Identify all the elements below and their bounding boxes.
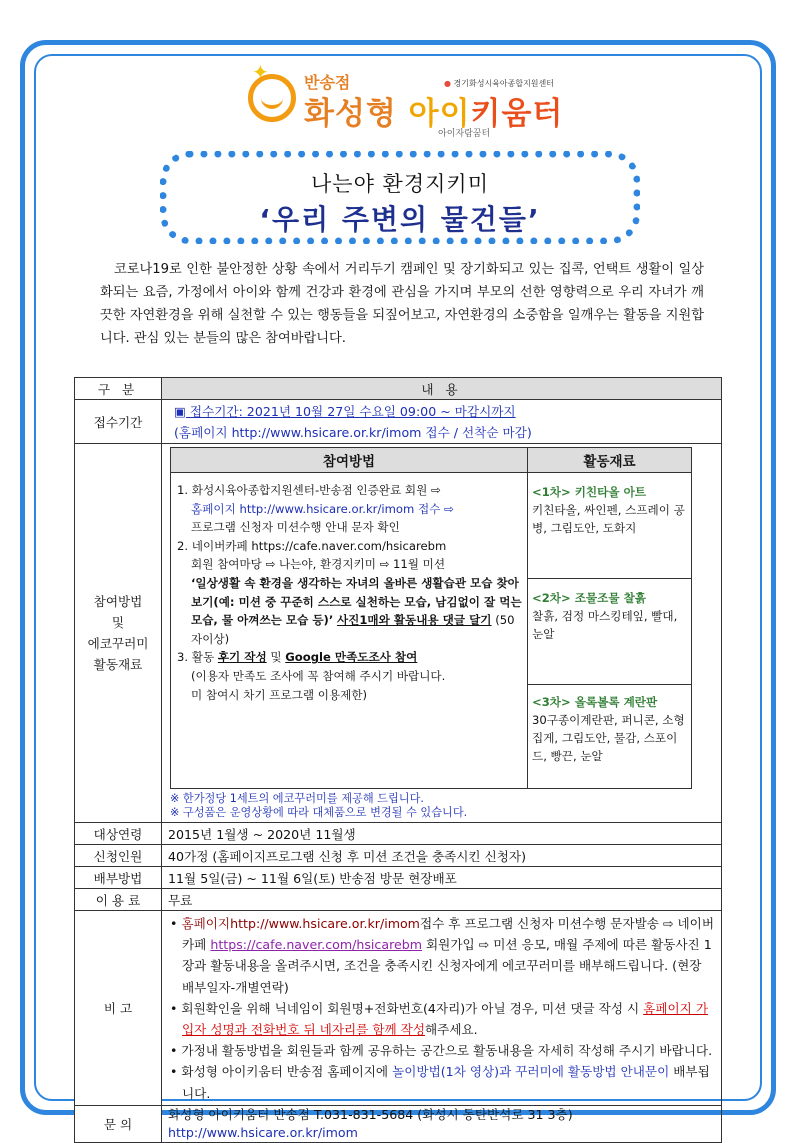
table-row	[75, 400, 722, 444]
age-value: 2015년 1월생 ~ 2020년 11월생	[162, 823, 722, 845]
remarks: • 홈페이지http://www.hsicare.or.kr/imom접수 후 프로그램 신청자 미션수행 문자발송 ⇨ 네이버카페 https://cafe.naver.com/hsicarebm 회원가입 ⇨ 미션 응모, 매월 주제에 따른 활동사진 1장과 활동내용을 올려주시면, 조건을 충족시킨 신청자에게 에코꾸러미를 배부해드립니다. (현장 배부일자-개별연락) • 회원확인을 위해 닉네임이 회원명+전화번호(4자리)가 아닐 경우, 미션 댓글 작성 시 홈페이지 가입자 성명과 전화번호 뒤 네자리를 함께 작성해주세요. • 가정내 활동방법을 회원들과 함께 공유하는 공간으로 활동내용을 자세히 작성해 주시기 바랍니다. • 화성형 아이키움터 반송점 홈페이지에 놀이방법(1차 영상)과 꾸러미에 활동방법 안내문이 배부됩니다.	[162, 911, 722, 1106]
inner-header-materials: 활동재료	[528, 448, 692, 473]
distribution-value: 11월 5일(금) ~ 11월 6일(토) 반송점 방문 현장배포	[162, 867, 722, 889]
age-label: 대상연령	[75, 823, 162, 845]
reception-homepage: (홈페이지 http://www.hsicare.or.kr/imom 접수 / 선착순 마감)	[174, 424, 532, 440]
reception-label: 접수기간	[75, 400, 162, 444]
header-category: 구 분	[75, 378, 162, 400]
reception-period: ▣ 접수기간: 2021년 10월 27일 수요일 09:00 ~ 마감시까지	[174, 403, 516, 419]
table-row	[75, 911, 722, 1106]
title-line2: ‘우리 주변의 물건들’	[259, 203, 541, 236]
distribution-label: 배부방법	[75, 867, 162, 889]
fee-value: 무료	[162, 889, 722, 911]
method-inner-table	[170, 447, 692, 789]
center-logo: ● 경기화성시육아종합지원센터	[444, 79, 554, 88]
method-steps: 1. 화성시육아종합지원센터-반송점 인증완료 회원 ⇨ 홈페이지 http://www.hsicare.or.kr/imom 접수 ⇨ 프로그램 신청자 미션수행 안내 문자 확인 2. 네이버카페 https://cafe.naver.com/hsicarebm 회원 참여마당 ⇨ 나는야, 환경지키미 ⇨ 11월 미션 ‘일상생활 속 환경을 생각하는 자녀의 올바른 생활습관 모습 찾아보기(예: 미션 중 꾸준히 스스로 실천하는 모습, 남김없이 잘 먹는 모습, 물 아껴쓰는 모습 등)’ 사진1매와 활동내용 댓글 달기 (50자이상) 3. 활동 후기 작성 및 Google 만족도조사 참여 (이용자 만족도 조사에 꼭 참여해 주시기 바랍니다. 미 참여시 차기 프로그램 이용제한)	[171, 473, 528, 789]
table-header-row	[75, 378, 722, 400]
inner-header-method: 참여방법	[171, 448, 528, 473]
header-content: 내 용	[162, 378, 722, 400]
table-row	[75, 889, 722, 911]
title-line1: 나는야 환경지키미	[311, 172, 489, 196]
material-2: <2차> 조물조물 찰흙 찰흙, 검정 마스킹테잎, 빨대, 눈알	[528, 579, 692, 685]
intro-paragraph: 코로나19로 인한 불안정한 상황 속에서 거리두기 캠페인 및 장기화되고 있는 집콕, 언택트 생활이 일상화되는 요즘, 가정에서 아이와 함께 건강과 환경에 관심을 가지며 부모의 선한 영향력으로 우리 자녀가 깨끗한 자연환경을 위해 실천할 수 있는 행동들을 되짚어보고, 자연환경의 소중함을 일깨우는 활동을 지원합니다. 관심 있는 분들의 많은 참여바랍니다.	[100, 262, 704, 346]
contact-info: 화성형 아이키움터 반송점 T.031-831-5684 (화성시 동탄반석로 31 3층)	[168, 1106, 573, 1122]
notes: ※ 한가정당 1세트의 에코꾸러미를 제공해 드립니다. ※ 구성품은 운영상황에 따라 대체품으로 변경될 수 있습니다.	[170, 792, 468, 819]
star-icon: ✦	[252, 60, 269, 84]
table-row	[75, 867, 722, 889]
logo-branch: 반송점	[304, 73, 351, 92]
material-3: <3차> 올록볼록 계란판 30구종이계란판, 퍼니콘, 소형 집게, 그림도안, 물감, 스포이드, 빵끈, 눈알	[528, 685, 692, 789]
contact-link[interactable]: http://www.hsicare.or.kr/imom	[168, 1124, 358, 1140]
material-1: <1차> 키친타올 아트 키친타올, 싸인펜, 스프레이 공병, 그림도안, 도화지	[528, 473, 692, 579]
title-box	[160, 151, 640, 244]
contact-label: 문 의	[75, 1105, 162, 1142]
method-label: 참여방법 및 에코꾸러미 활동재료	[75, 444, 162, 823]
logo	[248, 60, 564, 139]
count-value: 40가정 (홈페이지프로그램 신청 후 미션 조건을 충족시킨 신청자)	[162, 845, 722, 867]
table-row	[75, 845, 722, 867]
remark-label: 비 고	[75, 911, 162, 1106]
fee-label: 이 용 료	[75, 889, 162, 911]
logo-name: 화성형 아이키움터	[304, 96, 564, 132]
table-row	[75, 444, 722, 823]
table-row	[75, 823, 722, 845]
table-row	[75, 1105, 722, 1142]
count-label: 신청인원	[75, 845, 162, 867]
info-table	[74, 377, 722, 1143]
logo-sub: 아이자람꿈터	[438, 129, 491, 139]
